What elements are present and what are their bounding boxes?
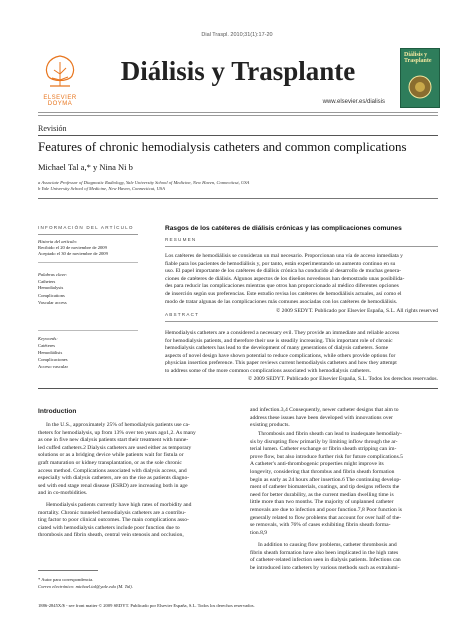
body-line: ciated with hemodialysis catheters include poor function due to bbox=[38, 524, 180, 531]
journal-cover bbox=[400, 48, 440, 108]
affiliation-a: a Associate Professor of Diagnostic Radiology, Yale University School of Medicine, New Haven, Connecticut, USA bbox=[38, 180, 250, 185]
body-line: removals are due to infection and poor function.7,8 Poor function is bbox=[250, 506, 402, 513]
footnote-email: Correo electrónico: michael.tal@yale.edu (M. Tal). bbox=[38, 584, 133, 589]
article-title: Features of chronic hemodialysis catheters and common complications bbox=[38, 139, 407, 154]
journal-url[interactable]: www.elsevier.es/dialisis bbox=[322, 99, 385, 105]
abstract-bottom-rule bbox=[38, 388, 438, 389]
abstract-es-line: des para reducir las complicaciones mientras que otros han proporcionado al médico diferentes opciones bbox=[165, 283, 399, 290]
keywords-es-label: Palabras clave: bbox=[38, 272, 68, 277]
body-line: begin as early as 24 hours after insertion.6 The continuing develop- bbox=[250, 476, 402, 483]
abstract-en-text bbox=[165, 330, 438, 376]
abstract-es-text bbox=[165, 253, 438, 306]
article-info-heading: INFORMACIÓN DEL ARTÍCULO bbox=[38, 225, 134, 230]
body-line: ment of catheter biomaterials, coatings, and tip designs reflects the bbox=[250, 484, 400, 491]
body-line: In addition to causing flow problems, catheter thrombosis and bbox=[258, 542, 397, 548]
abstract-en-line: Hemodialysis catheters are a considered a necessary evil. They provide an immediate and reliable access bbox=[165, 330, 400, 336]
cover-emblem-icon bbox=[401, 71, 439, 105]
body-left-paragraph-1 bbox=[38, 422, 228, 498]
body-line: sed with end stage renal disease (ESRD) are increasing both in age bbox=[38, 482, 188, 489]
abstract-en-line: hemodialysis catheters has lead to the development of many generations of dialysis catheters. Some bbox=[165, 345, 389, 352]
header-rule-bottom bbox=[38, 115, 438, 116]
article-info-rule bbox=[38, 234, 138, 235]
abstract-en-copyright: © 2009 SEDYT. Publicado por Elsevier España, S.L. Todos los derechos reservados. bbox=[247, 376, 438, 382]
keywords-es-rule bbox=[38, 330, 138, 331]
abstract-en-line: to address some of the more common complications associated with hemodialysis catheters. bbox=[165, 367, 371, 374]
body-right-paragraph-1 bbox=[250, 407, 438, 430]
body-line: In the U.S., approximately 25% of hemodialysis patients use ca- bbox=[46, 422, 190, 428]
header-rule-top bbox=[38, 112, 438, 113]
abstract-es-line: modo de tratar algunas de las complicaciones más comunes asociadas con los catéteres de hemodiálisis. bbox=[165, 298, 398, 305]
footnote-rule bbox=[38, 570, 98, 571]
body-line: led cuffed catheters.2 Dialysis catheters are used either as temporary bbox=[38, 444, 192, 451]
footnote-corresponding: * Autor para correspondencia. bbox=[38, 577, 94, 582]
abstract-es-heading: RESUMEN bbox=[165, 237, 197, 242]
keyword-en-item: Catéteres bbox=[38, 343, 56, 348]
body-left-paragraph-2 bbox=[38, 502, 228, 540]
page-footer: 1886-2845X/$ - see front matter © 2009 SEDYT. Publicado por Elsevier España, S.L. Todos los derechos reservados. bbox=[38, 603, 255, 608]
cover-title-line2: Trasplante bbox=[404, 58, 432, 64]
body-line: need for better durability, as the current median dwelling time is bbox=[250, 491, 394, 498]
body-line: little more than two months. The majority of unplanned catheter bbox=[250, 499, 394, 506]
history-label: Historia del artículo: bbox=[38, 239, 78, 244]
body-line: be introduced into catheters by various methods such as extralumi- bbox=[250, 564, 400, 571]
intro-heading: Introduction bbox=[38, 408, 77, 415]
keyword-en-item: Acceso vascular bbox=[38, 364, 68, 369]
body-line: of catheter-related infection seen in dialysis patients. Infections can bbox=[250, 557, 401, 564]
body-line: solutions or as a bridging device while patients wait for fistula or bbox=[38, 452, 184, 459]
body-line: thrombosis and fibrin sheath, central vein stenosis and occlusion, bbox=[38, 532, 184, 539]
body-line: and in co-morbidities. bbox=[38, 490, 88, 497]
journal-citation: Dial Traspl. 2010;31(1):17-20 bbox=[201, 32, 273, 38]
body-right-paragraph-3 bbox=[250, 542, 438, 572]
body-line: theters for hemodialysis, up from 13% over ten years ago1,2. As many bbox=[38, 429, 196, 436]
keyword-es-item: Hemodialysis bbox=[38, 285, 64, 290]
body-line: se removals, with 76% of cases exhibiting fibrin sheath forma- bbox=[250, 522, 391, 529]
body-line: fibrin sheath formation have also been implicated in the high rates bbox=[250, 549, 399, 556]
journal-title: Diálisis y Trasplante bbox=[120, 56, 356, 86]
cover-title-line1: Diálisis y bbox=[404, 52, 428, 58]
affiliation-rule bbox=[38, 198, 438, 199]
body-line: access method. Complications associated with dialysis access, and bbox=[38, 467, 187, 474]
abstract-es-line: uso. El papel importante de los catéteres de diálisis crónica ha conducido al desarrollo de muchas genera- bbox=[165, 268, 401, 275]
history-received: Recibido el 20 de noviembre de 2009 bbox=[38, 245, 107, 250]
body-line: generally related to flow problems that account for over half of the- bbox=[250, 514, 402, 521]
section-rule bbox=[38, 135, 438, 136]
body-line: and infection.3,4 Consequently, newer catheter designs that aim to bbox=[250, 407, 399, 413]
body-line: address these issues have been developed with innovations over bbox=[250, 414, 393, 421]
abstract-en-line: aspects of novel design have shown potential to reduce complications, while others provide options for bbox=[165, 352, 396, 359]
abstract-es-line: de inserción según sus preferencias. Este estudio revisa los catéteres de hemodiálisis actuales, así como el bbox=[165, 290, 402, 297]
body-line: sis by disrupting flow primarily by limiting inflow through the ar- bbox=[250, 438, 398, 445]
history-accepted: Aceptado el 30 de noviembre de 2009 bbox=[38, 251, 108, 256]
body-line: Thrombosis and fibrin sheath can lead to inadequate hemodialy- bbox=[258, 431, 402, 437]
body-line: tion.8,9 bbox=[250, 529, 268, 536]
body-line: prove flow, but also introduce further risk for future complications.5 bbox=[250, 453, 403, 460]
body-line: especially with dialysis catheters, are on the rise as patients diagno- bbox=[38, 475, 190, 482]
body-line: graft maturation or kidney transplantation, or as the sole chronic bbox=[38, 459, 182, 466]
abstract-es-line: ciones de catéteres de diálisis. Algunos aspectos de los diseños novedosos han demostrado unas posibilida- bbox=[165, 275, 405, 282]
abstract-es-rule bbox=[165, 246, 438, 247]
body-line: as one in five new dialysis patients start their treatment with tunne- bbox=[38, 437, 189, 444]
body-line: existing products. bbox=[250, 422, 290, 429]
keyword-es-item: Complications bbox=[38, 293, 65, 298]
elsevier-tree-icon bbox=[38, 50, 82, 90]
abstract-en-rule bbox=[165, 321, 438, 322]
abstract-en-line: for hemodialysis patients, and therefore their use is steadily increasing. This important role of chronic bbox=[165, 337, 393, 344]
body-line: ting factor to poor clinical outcomes. The main complications asso- bbox=[38, 517, 189, 524]
abstract-en-heading: ABSTRACT bbox=[165, 312, 200, 317]
keyword-en-item: Hemodiálisis bbox=[38, 350, 63, 355]
keywords-en-label: Keywords: bbox=[38, 336, 58, 341]
keyword-en-item: Complicaciones bbox=[38, 357, 68, 362]
body-line: A catheter's anti-thrombogenic properties might improve its bbox=[250, 461, 384, 468]
abstract-es-title: Rasgos de los catéteres de diálisis crónicas y las complicaciones comunes bbox=[165, 225, 402, 232]
body-line: longevity, considering that thrombus and fibrin sheath formation bbox=[250, 468, 395, 475]
elsevier-logo bbox=[38, 50, 82, 108]
abstract-es-line: Los catéteres de hemodiálisis se consideran un mal necesario. Proporcionan una vía de acceso inmediata y bbox=[165, 253, 403, 259]
keyword-es-item: Catheters bbox=[38, 279, 56, 284]
body-right-paragraph-2 bbox=[250, 431, 438, 537]
section-label: Revisión bbox=[38, 124, 67, 133]
article-authors: Michael Tal a,* y Nina Ni b bbox=[38, 162, 133, 172]
affiliation-b: b Yale University School of Medicine, New Haven, Connecticut, USA bbox=[38, 186, 165, 191]
abstract-es-copyright: © 2009 SEDYT. Publicado por Elsevier España, S.L. All rights reserved bbox=[276, 308, 438, 314]
publisher-subname: DOYMA bbox=[47, 101, 73, 107]
history-rule bbox=[38, 262, 138, 263]
body-line: Hemodialysis patients currently have high rates of morbidity and bbox=[46, 502, 192, 508]
abstract-es-line: fiable para los pacientes de hemodiálisis y, por tanto, están experimentando un aumento continuo en su bbox=[165, 260, 396, 267]
body-line: terial lumen. Catheter exchange or fibrin sheath stripping can im- bbox=[250, 446, 397, 453]
publisher-name: ELSEVIER bbox=[43, 95, 77, 101]
keyword-es-item: Vascular access bbox=[38, 300, 67, 305]
abstract-en-line: physician insertion preference. This paper reviews current hemodialysis catheters and how they attempt bbox=[165, 360, 397, 367]
body-line: mortality. Chronic tunneled hemodialysis catheters are a contribu- bbox=[38, 509, 186, 516]
